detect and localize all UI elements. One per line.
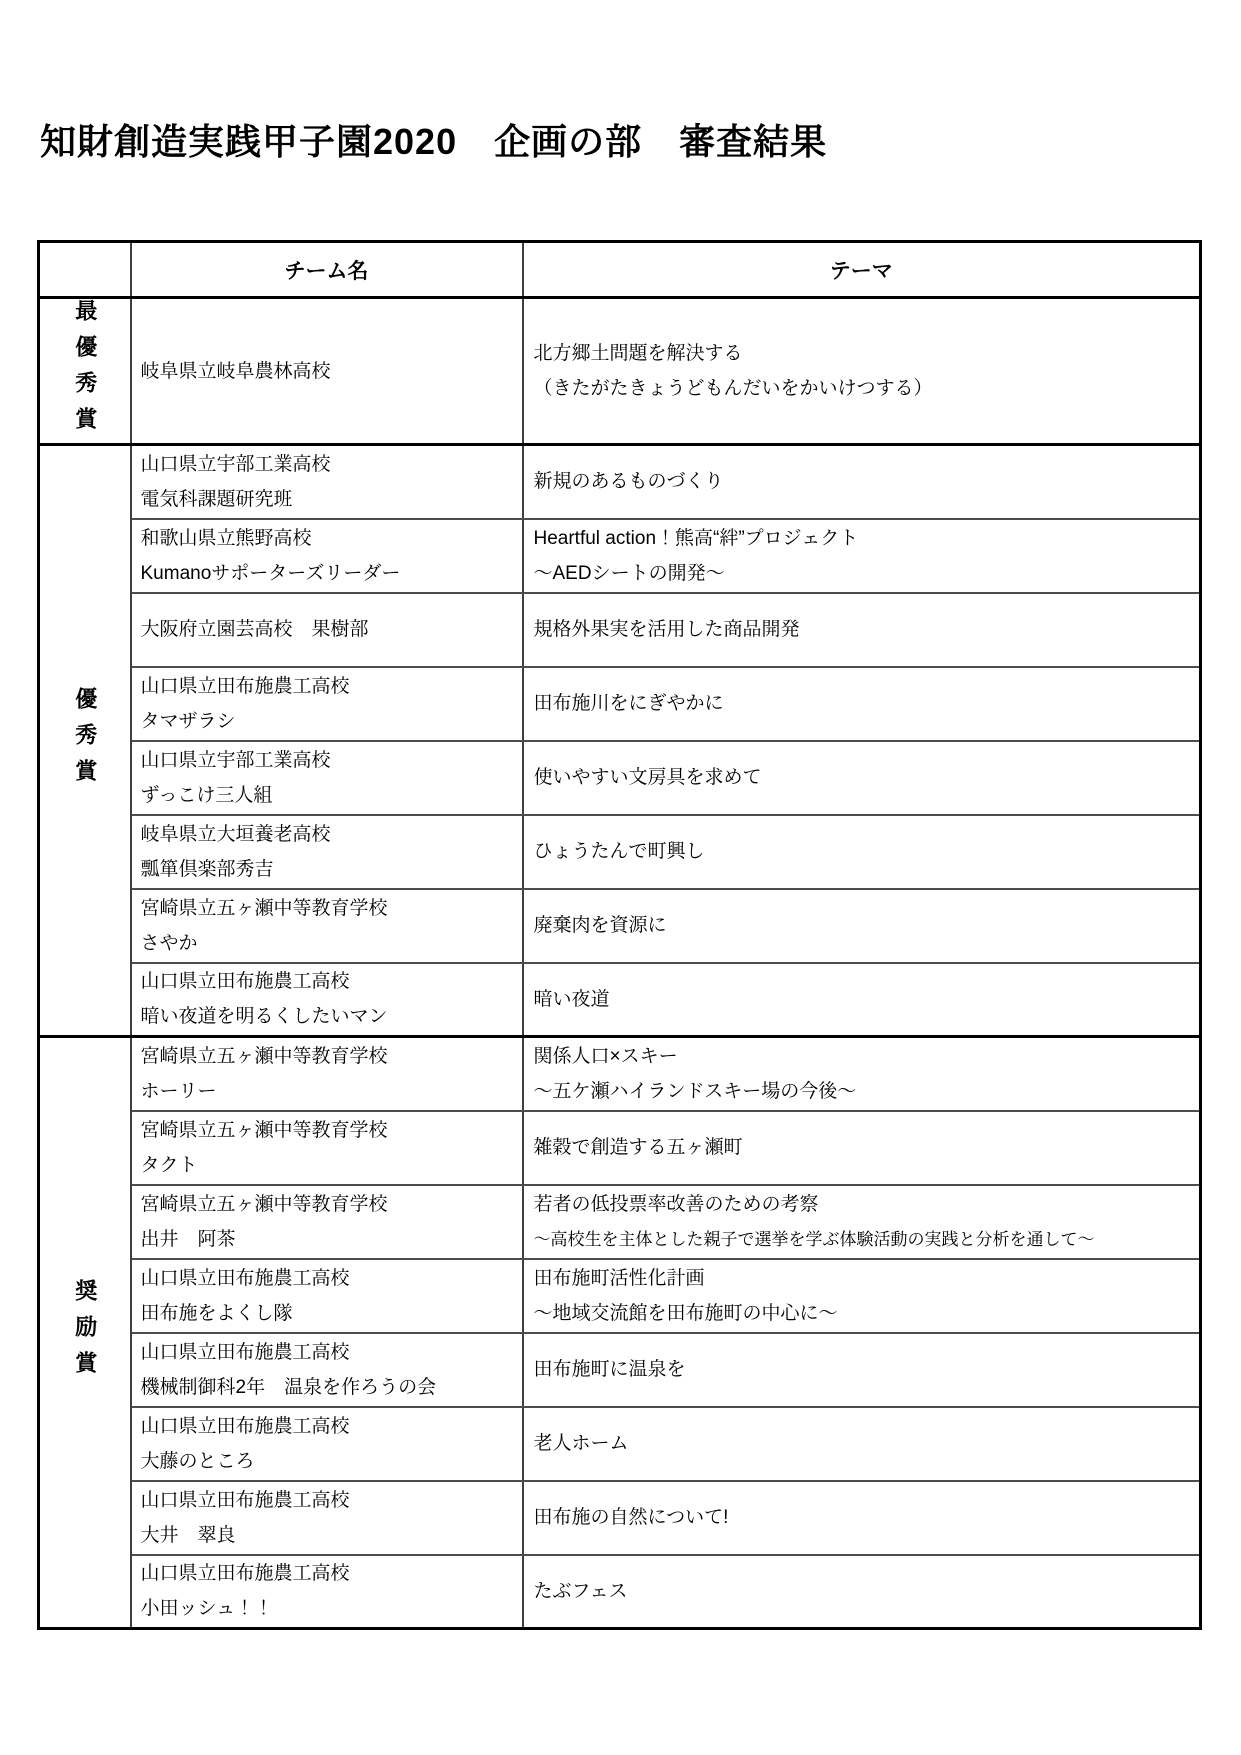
text-line: 山口県立田布施農工高校: [140, 675, 350, 697]
theme-cell: [523, 1111, 1201, 1185]
theme-cell: [523, 298, 1201, 445]
table-row: [39, 1259, 1201, 1333]
text-line: 若者の低投票率改善のための考察: [533, 1193, 819, 1215]
text-line: 電気科課題研究班: [140, 488, 293, 510]
text-line: 宮崎県立五ヶ瀬中等教育学校: [140, 1119, 388, 1141]
team-cell: [131, 1259, 523, 1333]
team-cell: [131, 963, 523, 1037]
theme-cell: [523, 445, 1201, 519]
page-title: 知財創造実践甲子園2020 企画の部 審査結果: [40, 121, 828, 162]
text-line: 出井 阿茶: [140, 1228, 236, 1250]
team-cell: [131, 1555, 523, 1629]
text-line: タクト: [140, 1154, 198, 1176]
text-line: 山口県立田布施農工高校: [140, 1341, 350, 1363]
award-label: 奨励賞: [72, 1278, 98, 1387]
text-line: 宮崎県立五ヶ瀬中等教育学校: [140, 897, 388, 919]
table-row: [39, 1407, 1201, 1481]
text-line: 山口県立田布施農工高校: [140, 1563, 350, 1585]
table-row: [39, 519, 1201, 593]
table-row: [39, 963, 1201, 1037]
theme-cell: [523, 1555, 1201, 1629]
team-cell: [131, 741, 523, 815]
award-cell-grand-prize: [39, 298, 131, 445]
text-line: 北方郷土問題を解決する: [533, 343, 743, 364]
text-line: 田布施川をにぎやかに: [533, 693, 724, 714]
team-cell: [131, 1333, 523, 1407]
text-line: 規格外果実を活用した商品開発: [533, 619, 800, 640]
team-cell: [131, 1481, 523, 1555]
table-row: [39, 1111, 1201, 1185]
team-cell: [131, 519, 523, 593]
text-line: 大阪府立園芸高校 果樹部: [140, 619, 369, 640]
theme-cell: [523, 1259, 1201, 1333]
award-cell-excellence: [39, 445, 131, 1037]
team-cell: [131, 445, 523, 519]
text-line: ひょうたんで町興し: [533, 841, 705, 862]
text-line: Heartful action！熊高“絆”プロジェクト: [533, 527, 859, 549]
text-line: さやか: [140, 932, 198, 954]
text-line: 小田ッシュ！！: [140, 1598, 274, 1620]
text-line: たぶフェス: [533, 1580, 628, 1602]
text-line: 岐阜県立岐阜農林高校: [140, 360, 331, 382]
text-line: 雑穀で創造する五ヶ瀬町: [533, 1137, 743, 1158]
team-cell: [131, 1185, 523, 1259]
theme-cell: [523, 1037, 1201, 1111]
team-cell: [131, 1111, 523, 1185]
text-line: ～地域交流館を田布施町の中心に～: [533, 1302, 838, 1324]
team-cell: [131, 1407, 523, 1481]
text-line: 機械制御科2年 温泉を作ろうの会: [140, 1376, 437, 1398]
text-line: 山口県立宇部工業高校: [140, 749, 331, 771]
text-line: 新規のあるものづくり: [533, 471, 724, 493]
text-line: 山口県立田布施農工高校: [140, 1267, 350, 1289]
table-row: [39, 1333, 1201, 1407]
text-line: 老人ホーム: [533, 1433, 629, 1454]
text-line: 和歌山県立熊野高校: [140, 527, 312, 549]
table-row: [39, 1481, 1201, 1555]
table-row: [39, 1555, 1201, 1629]
team-cell: [131, 815, 523, 889]
team-cell: [131, 667, 523, 741]
table-row: [39, 1037, 1201, 1111]
text-line: Kumanoサポーターズリーダー: [140, 562, 401, 584]
text-line: 関係人口×スキー: [533, 1045, 678, 1067]
theme-cell: [523, 1333, 1201, 1407]
text-line: 田布施町活性化計画: [533, 1267, 705, 1289]
theme-cell: [523, 963, 1201, 1037]
theme-cell: [523, 889, 1201, 963]
table-row: [39, 889, 1201, 963]
text-line: 暗い夜道: [533, 988, 610, 1010]
table-row: [39, 741, 1201, 815]
text-line: 瓢箪倶楽部秀吉: [140, 858, 274, 880]
theme-cell: [523, 593, 1201, 667]
text-line: 廃棄肉を資源に: [533, 915, 667, 936]
team-cell: [131, 889, 523, 963]
text-line: 大井 翠良: [140, 1524, 236, 1546]
table-row: [39, 298, 1201, 445]
theme-cell: [523, 667, 1201, 741]
table-row: [39, 593, 1201, 667]
team-cell: [131, 593, 523, 667]
text-line: 暗い夜道を明るくしたいマン: [140, 1006, 388, 1028]
table-row: [39, 445, 1201, 519]
theme-column-header: テーマ: [523, 242, 1201, 298]
text-line: 使いやすい文房具を求めて: [533, 767, 762, 788]
text-line: ～高校生を主体とした親子で選挙を学ぶ体験活動の実践と分析を通して～: [533, 1229, 1095, 1249]
theme-cell: [523, 519, 1201, 593]
theme-cell: [523, 1185, 1201, 1259]
theme-cell: [523, 741, 1201, 815]
text-line: 田布施町に温泉を: [533, 1359, 686, 1380]
text-line: 山口県立田布施農工高校: [140, 971, 350, 993]
results-table: [37, 240, 1202, 1630]
team-column-header: チーム名: [131, 242, 523, 298]
team-cell: [131, 1037, 523, 1111]
text-line: 山口県立宇部工業高校: [140, 453, 331, 475]
text-line: ずっこけ三人組: [140, 784, 273, 806]
text-line: 大藤のところ: [140, 1450, 255, 1472]
theme-cell: [523, 1481, 1201, 1555]
award-cell-encouragement: [39, 1037, 131, 1629]
table-row: [39, 667, 1201, 741]
team-cell: [131, 298, 523, 445]
table-row: [39, 1185, 1201, 1259]
award-column-header: [39, 242, 131, 298]
award-label: 最優秀賞: [72, 299, 98, 443]
text-line: タマザラシ: [140, 710, 236, 732]
text-line: 岐阜県立大垣養老高校: [140, 823, 331, 845]
text-line: 宮崎県立五ヶ瀬中等教育学校: [140, 1045, 388, 1067]
theme-cell: [523, 1407, 1201, 1481]
text-line: ～五ケ瀬ハイランドスキー場の今後～: [533, 1080, 857, 1102]
text-line: 山口県立田布施農工高校: [140, 1489, 350, 1511]
text-line: ～AEDシートの開発～: [533, 562, 725, 584]
text-line: 山口県立田布施農工高校: [140, 1415, 350, 1437]
table-row: [39, 815, 1201, 889]
text-line: ホーリー: [140, 1080, 217, 1102]
text-line: （きたがたきょうどもんだいをかいけつする）: [533, 378, 933, 399]
text-line: 宮崎県立五ヶ瀬中等教育学校: [140, 1193, 388, 1215]
text-line: 田布施をよくし隊: [140, 1302, 293, 1324]
award-label: 優秀賞: [72, 686, 98, 795]
header-row: [39, 242, 1201, 298]
theme-cell: [523, 815, 1201, 889]
text-line: 田布施の自然について!: [533, 1507, 729, 1528]
